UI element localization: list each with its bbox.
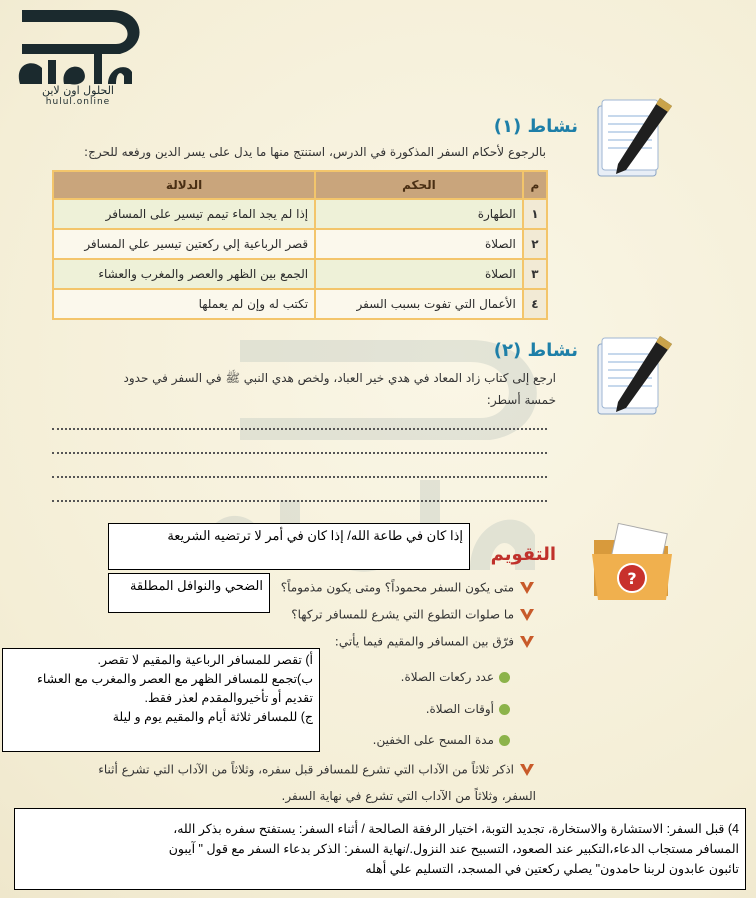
evaluation-heading: التقويم	[490, 544, 556, 565]
activity1-intro: بالرجوع لأحكام السفر المذكورة في الدرس، استنتج منها ما يدل على يسر الدين ورفعه للحرج:	[84, 145, 546, 159]
question-4	[36, 762, 536, 778]
question-1	[281, 580, 536, 596]
answer-line	[52, 476, 547, 478]
question-number-icon	[518, 634, 536, 650]
row-num: ٣	[523, 259, 547, 289]
table-row	[53, 199, 547, 229]
activity2-intro-line1: ارجع إلى كتاب زاد المعاد في هدي خير العباد، ولخص هدي النبي ﷺ في السفر في حدود	[123, 371, 556, 385]
table-header-row	[53, 171, 547, 199]
col-evidence-header: الدلالة	[53, 171, 315, 199]
row-evidence: إذا لم يجد الماء تيمم تيسير على المسافر	[53, 199, 315, 229]
notepad-pen-icon	[590, 92, 676, 184]
question-3-item-text: أوقات الصلاة.	[425, 702, 494, 716]
question-3-item	[426, 702, 510, 716]
question-4-text-line1: اذكر ثلاثاً من الآداب التي تشرع للمسافر قبل سفره، وثلاثاً من الآداب التي تشرع أثناء	[98, 762, 514, 777]
answer-line	[52, 500, 547, 502]
question-number-icon	[518, 762, 536, 778]
question-3-text: فرّق بين المسافر والمقيم فيما يأتي:	[334, 634, 514, 649]
answer-box-1	[108, 523, 470, 570]
folder-alert-icon	[588, 520, 680, 604]
answer-4-line: 4) قبل السفر: الاستشارة والاستخارة، تجديد التوبة، اختيار الرفقة الصالحة / أثناء السفر: يستفتح سفره بذكر الله،	[173, 822, 739, 836]
answer-4-line: المسافر مستجاب الدعاء،التكبير عند الصعود، التسبيح عند النزول./نهاية السفر: الذكر بدعاء السفر مع قول " آيبون	[168, 842, 739, 856]
table-row	[53, 259, 547, 289]
row-num: ١	[523, 199, 547, 229]
row-evidence: تكتب له وإن لم يعملها	[53, 289, 315, 319]
answer-3-line: أ) تقصر للمسافر الرباعية والمقيم لا تقصر.	[97, 653, 313, 667]
table-row	[53, 289, 547, 319]
row-num: ٢	[523, 229, 547, 259]
answer-line	[52, 428, 547, 430]
answer-1-text: إذا كان في طاعة الله/ إذا كان في أمر لا ترتضيه الشريعة	[167, 528, 463, 543]
row-num: ٤	[523, 289, 547, 319]
answer-box-2	[108, 573, 270, 613]
answer-3-line: ج) للمسافر ثلاثة أيام والمقيم يوم و ليلة	[112, 710, 313, 724]
col-rule-header: الحكم	[315, 171, 523, 199]
notepad-pen-icon	[590, 330, 676, 422]
activity2-heading: نشاط (٢)	[493, 340, 578, 361]
activity1-heading: نشاط (١)	[493, 116, 578, 137]
question-1-text: متى يكون السفر محموداً؟ ومتى يكون مذموماً؟	[280, 580, 514, 595]
answer-3-line: ب)تجمع للمسافر الظهر مع العصر والمغرب مع العشاء	[36, 672, 313, 686]
logo-url: hulul.online	[45, 97, 111, 107]
answer-box-3	[2, 648, 320, 752]
question-3	[335, 634, 536, 650]
svg-text:?: ?	[627, 569, 637, 588]
row-evidence: الجمع بين الظهر والعصر والمغرب والعشاء	[53, 259, 315, 289]
question-3-item-text: مدة المسح على الخفين.	[372, 733, 494, 747]
bullet-icon	[499, 735, 510, 746]
col-num-header: م	[523, 171, 547, 199]
table-row	[53, 229, 547, 259]
row-rule: الأعمال التي تفوت بسبب السفر	[315, 289, 523, 319]
question-3-item	[401, 670, 510, 684]
question-4-text-line2: السفر، وثلاثاً من الآداب التي تشرع في نهاية السفر.	[281, 789, 536, 803]
bullet-icon	[499, 704, 510, 715]
activity1-table	[52, 170, 548, 320]
row-rule: الصلاة	[315, 229, 523, 259]
question-2	[291, 607, 536, 623]
activity2-intro-line2: خمسة أسطر:	[486, 393, 556, 407]
answer-box-4	[14, 808, 746, 890]
answer-3-line: تقديم أو تأخيروالمقدم لعذر فقط.	[144, 691, 313, 705]
row-rule: الصلاة	[315, 259, 523, 289]
question-2-text: ما صلوات التطوع التي يشرع للمسافر تركها؟	[291, 607, 514, 622]
answer-2-text: الضحي والنوافل المطلقة	[129, 578, 263, 593]
answer-4-line: تائبون عابدون لربنا حامدون" يصلي ركعتين في المسجد، التسليم علي أهله	[365, 862, 739, 876]
question-number-icon	[518, 580, 536, 596]
logo-subtitle: الحلول اون لاين	[42, 84, 114, 97]
question-3-item-text: عدد ركعات الصلاة.	[400, 670, 494, 684]
row-evidence: قصر الرباعية إلي ركعتين تيسير علي المسافر	[53, 229, 315, 259]
answer-line	[52, 452, 547, 454]
row-rule: الطهارة	[315, 199, 523, 229]
bullet-icon	[499, 672, 510, 683]
question-3-item	[373, 733, 510, 747]
question-number-icon	[518, 607, 536, 623]
